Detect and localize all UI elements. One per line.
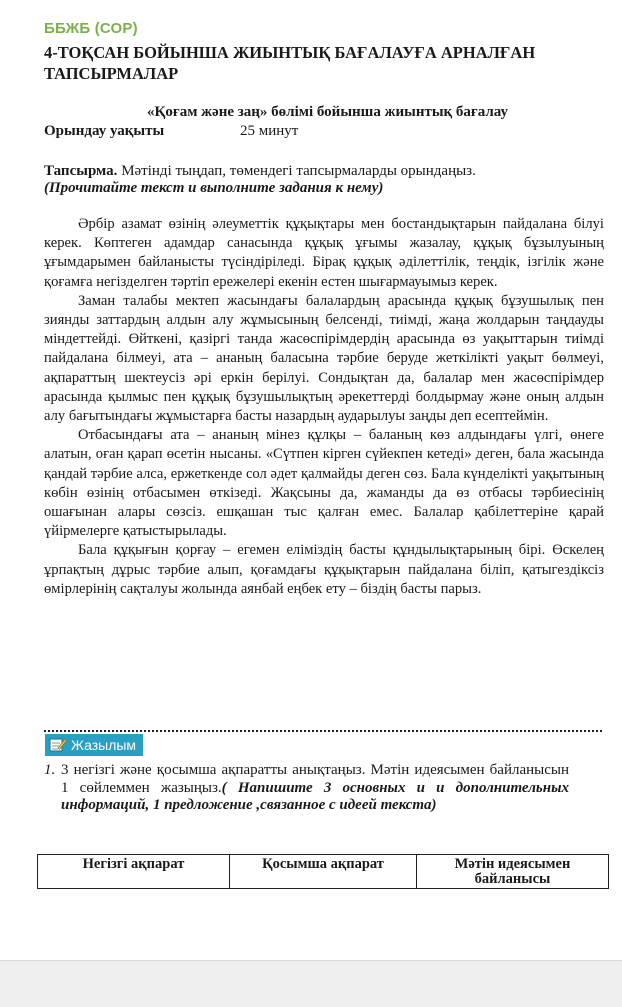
time-value: 25 минут [240,123,299,139]
assessment-code: ББЖБ (СОР) [44,20,138,37]
table-header-cell: Мәтін идеясымен байланысы [417,855,609,889]
task-label: Тапсырма. [44,163,118,179]
task-instruction [44,162,604,180]
paragraph: Бала құқығын қорғау – егемен еліміздің басты құндылықтарының бірі. Өскелең ұрпақтың дұрыс тәрбие алып, қоғамдағы құқықтарын пайдалана біліп, қатыгездіксіз өмірлерінің сақталуы жолында аянбай еңбек ету – біздің басты парыз. [44,542,604,597]
paragraph: Заман талабы мектеп жасындағы балалардың арасында құқық бұзушылық пен зиянды заттардың алдын алу жұмысының белсенді, тиімді, жаңа жолдарын таңдауды міндеттейді. Өйткені, қазіргі танда жасөспірімдердің арасында өз уақыттарын тиімді пайдалана білмеуі, ата – ананың баласына тәрбие беруде жеткілікті уақыт бөлмеуі, ақпараттың шектеусіз әрі еркін берілуі. Сондықтан да, балалар мен жасөспірімдер арасында қылмыс пен құқық бұзушылықтың әрекеттерді болдырмау және оның алдын алу бағытындағы жұмыстарға басты назардың аударылуы заңды деп есептеймін. [44,292,604,425]
task-instruction-ru: (Прочитайте текст и выполните задания к нему) [44,180,384,196]
section-badge-label: Жазылым [71,737,137,753]
question-number: 1. [44,762,56,778]
dotted-divider [44,730,602,732]
section-badge [45,734,143,756]
question-kz: 3 негізгі және қосымша ақпаратты анықтаңыз. Мәтін идеясымен байланысын 1 сөйлеммен жазыңыз. [61,762,569,796]
time-label: Орындау уақыты [44,123,165,139]
table-header-row [38,855,609,889]
writing-icon [49,737,67,752]
question-text [61,762,569,815]
question-ru: ( Напишите 3 основных и и дополнительных информаций, 1 предложение ,связанное с идеей текста) [61,779,569,813]
page-title: 4-ТОҚСАН БОЙЫНША ЖИЫНТЫҚ БАҒАЛАУҒА АРНАЛҒАН ТАПСЫРМАЛАР [44,43,536,83]
paragraph: Әрбір азамат өзінің әлеуметтік құқықтары мен бостандықтарын пайдалана білуі керек. Көптеген адамдар санасында құқық ұғымы жазалау, құқық бұзылуының ұғымдарымен байланысты түсіндіріледі. Бірақ құқық әділеттілік, теңдік, ізгілік және қоғамға негізделген тәртіп ережелері екенін естен шығармауымыз керек. [44,216,604,290]
table-header-cell: Қосымша ақпарат [230,855,417,889]
bottom-bar [0,960,622,1007]
section-subtitle: «Қоғам және заң» бөлімі бойынша жиынтық бағалау [147,104,509,120]
table-header-cell: Негізгі ақпарат [38,855,230,889]
task-text: Мәтінді тыңдап, төмендегі тапсырмаларды орындаңыз. [117,163,476,179]
paragraph: Отбасындағы ата – ананың мінез құлқы – баланың көз алдындағы үлгі, өнеге алатын, оған қарап өсетін нысаны. «Сүтпен кірген сүйекпен кетеді» деген, бала жасында қандай тәрбие алса, ержеткенде сол әдет қалмайды деген сөз. Бала күнделікті уақытының көбін өзінің отбасымен өткізеді. Жақсыны да, жаманды да өз отбасы тәрбиесінің ошағынан алары сөзсіз. ешқашан тыс қалған емес. Балалар қабілеттеріне қарай үйірмелерге қатыстырылады. [44,427,604,540]
reading-text [44,215,604,599]
answer-table [37,854,609,889]
